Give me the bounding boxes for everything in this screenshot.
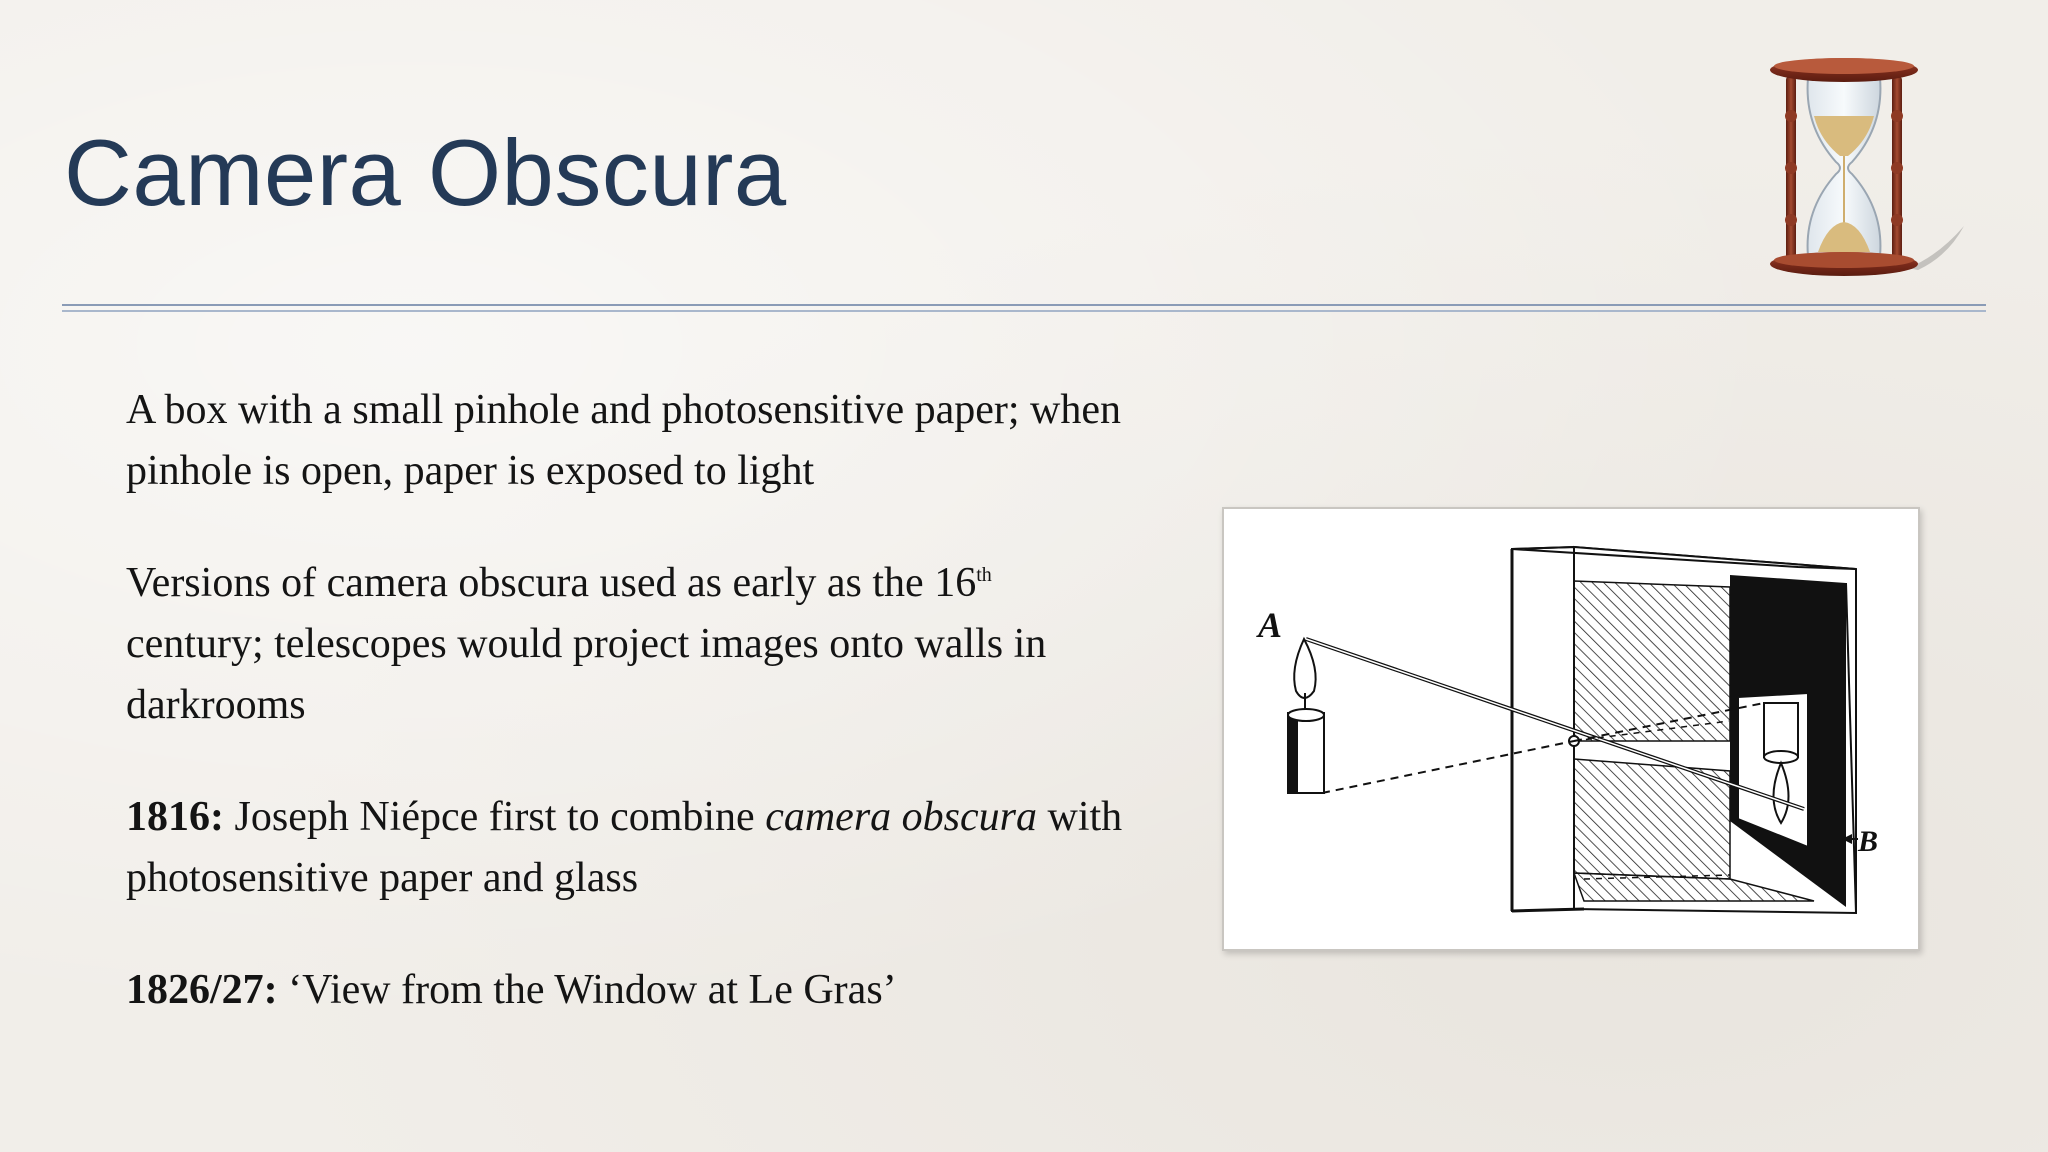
year-label: 1816: (126, 794, 224, 840)
paragraph-early-versions (126, 553, 1126, 736)
hourglass-icon (1768, 56, 1968, 280)
paragraph-text: ‘View from the Window at Le Gras’ (277, 967, 897, 1013)
paragraph-text: century; telescopes would project images onto walls in darkrooms (126, 621, 1047, 728)
paragraph-pinhole (126, 380, 1126, 502)
label-a: A (1258, 605, 1283, 645)
paragraph-1816 (126, 787, 1126, 909)
paragraph-text: A box with a small pinhole and photosensitive paper; when pinhole is open, paper is exposed to light (126, 387, 1121, 494)
slide-title: Camera Obscura (64, 120, 787, 225)
paragraph-1826 (126, 960, 1126, 1021)
camera-obscura-illustration (1222, 507, 1920, 951)
label-b: B (1858, 825, 1879, 858)
paragraph-text: Versions of camera obscura used as early as the 16 (126, 560, 977, 606)
body-text (126, 380, 1126, 1021)
camera-obscura-diagram (1224, 509, 1918, 949)
ordinal-superscript: th (976, 564, 992, 586)
italic-term: camera obscura (765, 794, 1037, 840)
year-label: 1826/27: (126, 967, 278, 1013)
title-divider-line (62, 304, 1986, 306)
paragraph-text: with photosensitive paper and glass (126, 794, 1123, 901)
paragraph-text: Joseph Niépce first to combine (224, 794, 766, 840)
title-divider-line-secondary (62, 310, 1986, 312)
